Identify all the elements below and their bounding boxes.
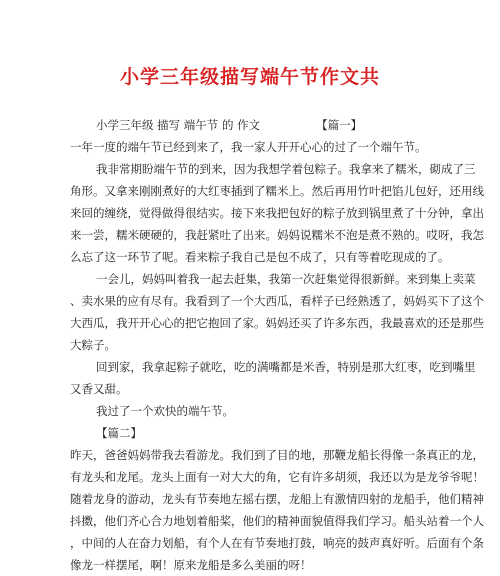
text-line: 回到家，我拿起粽子就吃，吃的满嘴都是米香，特别是那大红枣，吃到嘴里: [96, 360, 476, 374]
text-line: 角形。又拿来刚刚煮好的大红枣插到了糯米上。然后再用竹叶把馅儿包好，还用线: [70, 184, 484, 198]
text-line: 么忘了这一环节了呢。看来粽子我自己是包不成了，只有等着吃现成的了。: [70, 250, 450, 264]
text-line: 我非常期盼端午节的到来，因为我想学着包粽子。我拿来了糯米，砌成了三: [96, 162, 476, 176]
text-line: 一年一度的端午节已经到来了，我一家人开开心心的过了一个端午节。: [70, 140, 427, 154]
text-line: 大粽子。: [70, 338, 116, 352]
text-line: 随着龙身的游动，龙头有节奏地左摇右摆，龙船上有激情四射的龙船手，他们精神: [70, 492, 484, 506]
text-line: 又香又甜。: [70, 382, 128, 396]
text-line: 昨天，爸爸妈妈带我去看游龙。我们到了目的地，那鞭龙船长得像一条真正的龙，: [70, 448, 484, 462]
text-line: 来回的缠绕，觉得做得很结实。接下来我把包好的粽子放到锅里煮了十分钟，拿出: [70, 206, 484, 220]
text-line: 一会儿，妈妈叫着我一起去赶集，我第一次赶集觉得很新鲜。来到集上卖菜: [96, 272, 476, 286]
text-line: 来一尝，糯米硬硬的，我赶紧吐了出来。妈妈说糯米不泡是煮不熟的。哎呀，我怎: [70, 228, 484, 242]
text-line: ，中间的人在奋力划船，有个人在有节奏地打鼓，响亮的鼓声真好听。后面有个条: [70, 536, 484, 550]
section-marker: 【篇一】: [316, 118, 363, 132]
text-line: 大西瓜，我开开心心的把它抱回了家。妈妈还买了许多东西，我最喜欢的还是那些: [70, 316, 484, 330]
text-line: 我过了一个欢快的端午节。: [96, 404, 234, 418]
text-line: 【篇二】: [96, 426, 142, 440]
article-body: [70, 114, 484, 576]
text-line: 抖擞，他们齐心合力地划着船桨，他们的精神面貌值得我们学习。船头站着一个人: [70, 514, 484, 528]
section-heading-text: 小学三年级 描写 端午节 的 作文: [96, 118, 261, 132]
text-line: 有龙头和龙尾。龙头上面有一对大大的角，它有许多胡须，我还以为是龙爷爷呢！: [70, 470, 484, 484]
text-line: 像龙一样摆尾，啊！原来龙船是多么美丽的呀！: [70, 558, 312, 572]
text-line: 、卖水果的应有尽有。我看到了一个大西瓜，看样子已经熟透了，妈妈买下了这个: [70, 294, 484, 308]
text-line: [70, 114, 438, 136]
page-title: 小学三年级描写端午节作文共: [119, 66, 380, 88]
